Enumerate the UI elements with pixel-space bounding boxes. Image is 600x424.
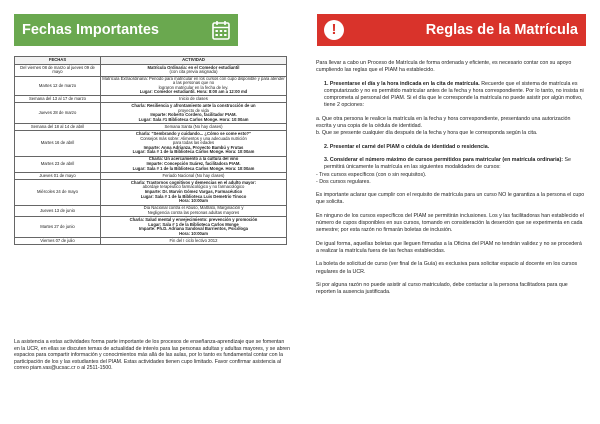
rule-2 bbox=[316, 144, 586, 151]
activity-line: Charla: Resiliencia y afrontamiento ante la construcción de un bbox=[131, 102, 256, 108]
date-cell: Semana del 13 al 17 de marzo bbox=[15, 96, 101, 103]
table-row bbox=[15, 180, 287, 206]
rule-3-text: Se permitirá únicamente la matrícula en las siguientes modalidades de cursos: bbox=[324, 156, 571, 171]
activity-line: Negligencia contra las personas adultas mayores bbox=[147, 209, 240, 215]
activity-line: Lugar: Sala # 1 de la Biblioteca Carlos Monge. Hora: 10:00am bbox=[132, 165, 255, 171]
attendance-note: La asistencia a estas actividades forma parte importante de los procesos de enseñanza-aprendizaje que se fomentan en la UCR, en ellas se discuten temas de actualidad de interés para las personas adultas y adultas mayores, y se abren espacios para compartir información y conocimientos más allá de las aulas, por lo tanto es fundamental contar con la participación de los y las estudiantes del PIAM. Estas actividades tienen cupo limitado. Favor confirmar asistencia al correo piam.vas@ucsac.cr o al 2511-1500. bbox=[14, 339, 290, 372]
rule-1-title: 1. Presentarse el día y la hora indicada en la cita de matrícula. bbox=[324, 80, 480, 87]
table-row bbox=[15, 238, 287, 245]
activity-line: Inicio de clases bbox=[179, 95, 208, 101]
activity-line: Fin del I ciclo lectivo 2012 bbox=[169, 237, 218, 243]
activity-line: Charla: Salud mental y envejecimiento: prevención y promoción bbox=[129, 216, 258, 222]
activity-line: Lugar: Sala # 1 de la Biblioteca Carlos Monge. Hora: 10:00am bbox=[132, 149, 255, 155]
activity-line: Lugar: Comedor estudiantil. Hora: 8:00 am a 12:00 md bbox=[139, 89, 248, 95]
table-row bbox=[15, 205, 287, 217]
activity-line: Día Nacional contra el Abuso, Maltrato, Marginación y bbox=[143, 205, 244, 211]
activity-line: Hora: 10:00am bbox=[179, 230, 208, 236]
fechas-header: Fechas Importantes bbox=[14, 14, 208, 46]
activity-line: Imparte: Anna Adrianza, Proyecto Bambú y Frutas bbox=[143, 144, 244, 150]
rule-3-title: 3. Considerar el número máximo de cursos permitidos para matricular (en matrícula ordinaria): bbox=[324, 156, 564, 163]
activity-line: Lugar: Sala # 1 de la Biblioteca Carlos Monge bbox=[148, 221, 239, 227]
date-cell: Semana del 18 al 14 de abril bbox=[15, 124, 101, 131]
activity-line: para todas las edades bbox=[172, 140, 215, 146]
activity-cell bbox=[101, 205, 287, 217]
para-boletas: De igual forma, aquellas boletas que lleguen firmadas a la Oficina del PIAM no tendrán validez y no se procederá a realizar la matrícula fuera de las fechas establecidas. bbox=[316, 240, 582, 254]
activity-line: Charla: Trastornos cognitivos y demencias en el adulto mayor: bbox=[130, 179, 257, 185]
activity-line: Semana Santa (No hay clases) bbox=[164, 123, 223, 129]
activity-cell bbox=[101, 172, 287, 179]
table-row bbox=[15, 103, 287, 124]
alert-icon-box bbox=[317, 14, 351, 46]
activity-line: Charla: "Sembrando y cuidando... ¿Cómo se come esto?" bbox=[135, 130, 252, 136]
activity-cell bbox=[101, 217, 287, 238]
activity-line: Feriado Nacional (No hay clases) bbox=[162, 172, 225, 178]
right-page bbox=[300, 0, 600, 424]
table-row bbox=[15, 217, 287, 238]
reglas-header: Reglas de la Matrícula bbox=[348, 14, 586, 46]
date-cell: Viernes 07 de julio bbox=[15, 238, 101, 245]
date-cell: Martes 16 de abril bbox=[15, 131, 101, 157]
table-row bbox=[15, 96, 287, 103]
activity-cell bbox=[101, 180, 287, 206]
option-b: b. Que se presente cualquier día después de la fecha y hora que le corresponda según la cita. bbox=[316, 130, 538, 137]
para-guia: La boleta de solicitud de curso (ver final de la Guía) es exclusiva para solicitar espacio al docente en los cursos regulares de la UCR. bbox=[316, 261, 578, 275]
activity-line: Charla: Un acercamiento a la cultura del vino bbox=[148, 156, 239, 162]
activity-cell bbox=[101, 131, 287, 157]
rule-1 bbox=[316, 81, 586, 110]
activity-line: Matrícula Extraordinaria: Periodo para matricular en los cursos con cupo disponible y para atender a las personas que no bbox=[102, 76, 285, 86]
calendar-icon-box bbox=[204, 14, 238, 46]
activity-cell bbox=[101, 103, 287, 124]
rules-intro: Para llevar a cabo un Proceso de Matrícula de forma ordenada y eficiente, es necesario contar con su apoyo cumpliendo las reglas que el PIAM ha establecido. bbox=[316, 60, 572, 74]
activity-line: Lugar: Sala #1 Biblioteca Carlos Monge. Hora: 10:00am bbox=[138, 116, 249, 122]
table-row bbox=[15, 156, 287, 172]
exclamation-icon: ! bbox=[331, 21, 337, 38]
activity-line: abordaje terapéutico farmacológico y no farmacológico bbox=[142, 184, 245, 190]
col-header-actividad: ACTIVIDAD bbox=[101, 57, 287, 65]
activity-line: Hora: 10:00am bbox=[179, 198, 208, 204]
activity-line: Imparte: Ph.D. Adriana Sandoval Barrientos, Psicóloga bbox=[139, 226, 248, 232]
date-cell: Del viernes 08 de marzo al jueves 09 de mayo bbox=[15, 65, 101, 77]
para-retiro: Si por alguna razón no puede asistir al curso matriculado, debe contactar a la persona facilitadora para que reporten la ausencia justificada. bbox=[316, 281, 568, 296]
rule-3 bbox=[316, 157, 586, 172]
date-cell: Jueves 28 de marzo bbox=[15, 103, 101, 124]
activity-line: Imparte: Dr. Marvin Gómez Vargas, Farmacéutico bbox=[144, 188, 243, 194]
activity-line: Imparte: Roberto Cordero, facilitador PIAM. bbox=[150, 112, 237, 118]
activity-line: Imparte: Concepción Suárez, facilitadora PIAM. bbox=[146, 160, 241, 166]
calendar-icon bbox=[212, 20, 230, 40]
col-header-fechas: FECHAS bbox=[15, 57, 101, 65]
activity-cell bbox=[101, 76, 287, 95]
activity-cell bbox=[101, 238, 287, 245]
activity-line: (con cita previa asignada) bbox=[169, 69, 218, 75]
modality-1: - Tres cursos específicos (con o sin requisitos). bbox=[316, 171, 427, 178]
activity-line: lograron matricular en la fecha de ley. bbox=[158, 84, 229, 90]
para-especificos: En ninguno de los cursos específicos del PIAM se permitirán inclusiones. Los y las facilitadoras han establecido el número de cupos disponibles en sus cursos, tomando en consideración la deserción que se experimenta en cada semestre; por esta razón no firmarán boletas de inclusión. bbox=[316, 212, 584, 234]
date-cell: Jueves 01 de mayo bbox=[15, 172, 101, 179]
date-cell: Jueves 13 de junio bbox=[15, 205, 101, 217]
rules-body bbox=[316, 60, 586, 302]
activity-cell bbox=[101, 156, 287, 172]
modality-2: - Dos cursos regulares. bbox=[316, 178, 371, 185]
table-row bbox=[15, 172, 287, 179]
activity-cell bbox=[101, 96, 287, 103]
para-cupo: Es importante aclarar que cumplir con el requisito de matrícula para un curso NO le garantiza a la persona el cupo que solicita. bbox=[316, 192, 585, 206]
date-cell: Martes 12 de marzo bbox=[15, 76, 101, 95]
activity-cell bbox=[101, 124, 287, 131]
activity-line: Lugar: Sala # 1 de la Biblioteca Luis Demetrio Tinoco bbox=[140, 193, 247, 199]
table-row bbox=[15, 124, 287, 131]
rule-1-text: Recuerde que el sistema de matrícula es computarizado y no es permitido matricular antes de la fecha y hora correspondiente. Por lo tanto, no insista ni comprometa al personal del PIAM. Si el día que le corresponde la matrícula no puede asistir por algún motivo, tiene 2 opciones: bbox=[324, 80, 584, 109]
table-row bbox=[15, 65, 287, 77]
table-row bbox=[15, 76, 287, 95]
schedule-table bbox=[14, 56, 287, 245]
date-cell: Martes 23 de abril bbox=[15, 156, 101, 172]
date-cell: Martes 27 de junio bbox=[15, 217, 101, 238]
date-cell: Miércoles 24 de mayo bbox=[15, 180, 101, 206]
table-row bbox=[15, 131, 287, 157]
activity-cell bbox=[101, 65, 287, 77]
activity-line: Consejos más sobre: Alimentos y una adecuada nutrición bbox=[140, 135, 247, 141]
option-a: a. Que otra persona le realice la matrícula en la fecha y hora correspondiente, presentando una autorización escrita y una copia de la cédula de identidad. bbox=[316, 115, 571, 130]
rule-2-title: 2. Presentar el carné del PIAM o cédula de identidad o residencia. bbox=[324, 143, 490, 150]
activity-line: proyecto de vida bbox=[178, 107, 209, 113]
activity-line: Matrícula Ordinaria: en el Comedor estudiantil bbox=[147, 64, 240, 70]
